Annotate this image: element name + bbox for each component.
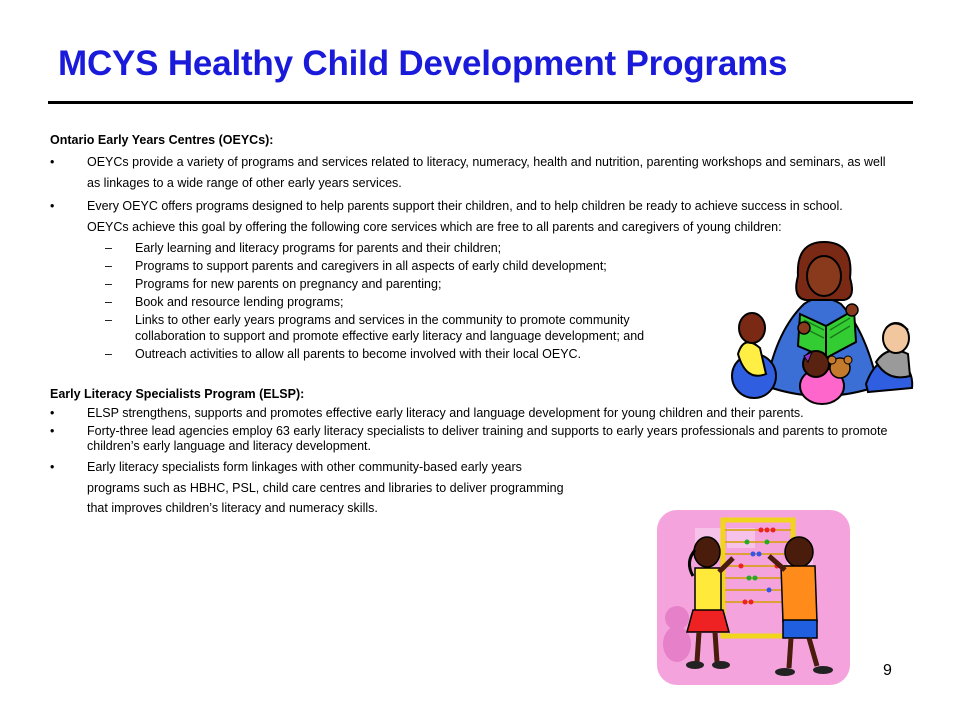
page-number: 9: [883, 662, 892, 679]
dash-marker: –: [105, 347, 112, 361]
title-rule: [48, 101, 913, 104]
service-text: Programs for new parents on pregnancy and parenting;: [135, 277, 442, 291]
dash-marker: –: [105, 295, 112, 309]
service-text: Links to other early years programs and services in the community to promote community collaboration to support and promote effective early literacy and language development; and: [135, 313, 645, 343]
elsp-bullet-text: ELSP strengthens, supports and promotes effective early literacy and language development for young children and their parents.: [87, 406, 804, 420]
bullet-marker: •: [50, 155, 55, 169]
oeyc-bullet-text: Every OEYC offers programs designed to help parents support their children, and to help children be ready to achieve success in school. OEYCs achieve this goal by offering the following core services which are free to all parents and caregivers of young children:: [87, 199, 843, 234]
elsp-bullet-line: programs such as HBHC, PSL, child care centres and libraries to deliver programming: [87, 480, 564, 495]
elsp-bullet-2: [50, 424, 900, 454]
bullet-marker: •: [50, 460, 55, 474]
bullet-marker: •: [50, 406, 55, 420]
service-item: [50, 312, 696, 344]
bullet-marker: •: [50, 199, 55, 213]
service-text: Programs to support parents and caregivers in all aspects of early child development;: [135, 259, 607, 273]
oeyc-bullet-1: [50, 152, 900, 193]
bullet-marker: •: [50, 424, 55, 438]
storytime-clipart: [726, 236, 916, 412]
elsp-bullet-line: Early literacy specialists form linkages with other community-based early years: [87, 460, 522, 474]
dash-marker: –: [105, 277, 112, 291]
oeyc-bullet-2: [50, 196, 849, 237]
elsp-bullet-line: that improves children’s literacy and numeracy skills.: [87, 501, 378, 515]
service-text: Book and resource lending programs;: [135, 295, 344, 309]
dash-marker: –: [105, 259, 112, 273]
oeyc-heading: Ontario Early Years Centres (OEYCs):: [50, 133, 274, 147]
page-title: MCYS Healthy Child Development Programs: [58, 44, 788, 83]
dash-marker: –: [105, 313, 112, 327]
service-text: Early learning and literacy programs for parents and their children;: [135, 241, 502, 255]
elsp-heading: Early Literacy Specialists Program (ELSP):: [50, 387, 305, 401]
abacus-children-clipart: [657, 510, 850, 685]
elsp-bullet-text: Forty-three lead agencies employ 63 early literacy specialists to deliver training and supports to early years professionals and parents to promote children’s early language and literacy development.: [87, 424, 888, 453]
dash-marker: –: [105, 241, 112, 255]
service-text: Outreach activities to allow all parents to become involved with their local OEYC.: [135, 347, 582, 361]
oeyc-bullet-text: OEYCs provide a variety of programs and services related to literacy, numeracy, health and nutrition, parenting workshops and seminars, as well as linkages to a wide range of other early years services.: [87, 155, 886, 190]
